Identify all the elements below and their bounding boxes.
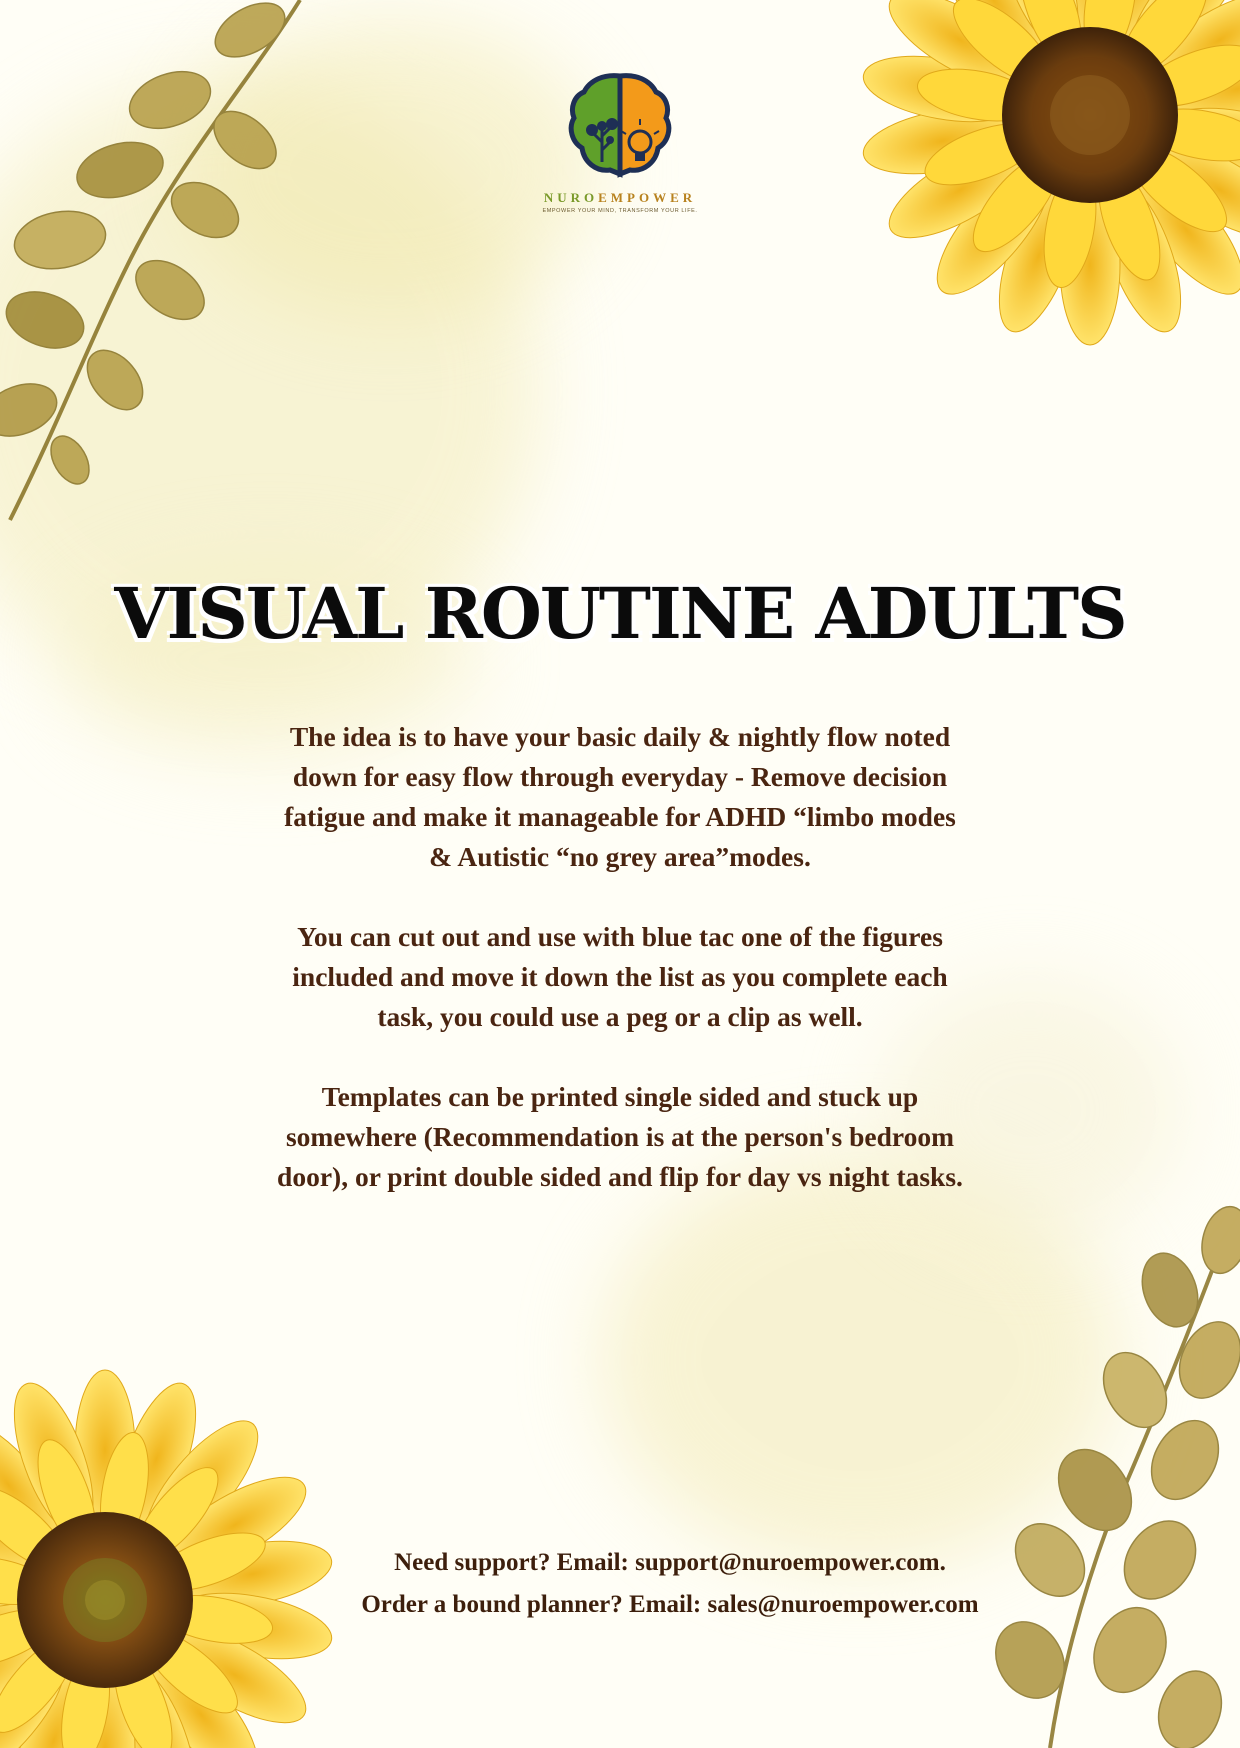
text-line: down for easy flow through everyday - Remove decision bbox=[292, 761, 948, 792]
text-line: door), or print double sided and flip for day vs night tasks. bbox=[277, 1161, 963, 1192]
text-line: The idea is to have your basic daily & nightly flow noted bbox=[289, 721, 951, 752]
support-email-line[interactable]: Need support? Email: support@nuroempower.com. bbox=[394, 1549, 946, 1576]
brand-name-part1: NURO bbox=[543, 190, 599, 205]
paragraph-printing bbox=[200, 1077, 1040, 1197]
page-title: VISUAL ROUTINE ADULTS bbox=[114, 572, 1126, 655]
brand-logo bbox=[540, 70, 700, 214]
text-line: You can cut out and use with blue tac one of the figures bbox=[297, 921, 943, 952]
brand-name-part2: EMPOWER bbox=[598, 190, 697, 205]
brain-tree-lightbulb-icon bbox=[564, 70, 676, 182]
text-line: & Autistic “no grey area”modes. bbox=[429, 841, 811, 872]
contact-info bbox=[290, 1542, 1050, 1626]
eucalyptus-branch-top-left bbox=[0, 0, 300, 520]
sunflower-bottom-left bbox=[0, 1370, 337, 1748]
text-line: Templates can be printed single sided and stuck up bbox=[321, 1081, 919, 1112]
text-line: somewhere (Recommendation is at the person's bedroom bbox=[285, 1121, 955, 1152]
eucalyptus-branch-bottom-right bbox=[982, 1201, 1240, 1748]
sunflower-top-right bbox=[858, 0, 1240, 345]
text-line: fatigue and make it manageable for ADHD “limbo modes bbox=[284, 801, 956, 832]
text-line: task, you could use a peg or a clip as well. bbox=[377, 1001, 863, 1032]
sales-email-line[interactable]: Order a bound planner? Email: sales@nuroempower.com bbox=[361, 1591, 979, 1618]
text-line: included and move it down the list as you complete each bbox=[292, 961, 948, 992]
brand-name bbox=[540, 190, 700, 206]
paragraph-usage bbox=[200, 917, 1040, 1037]
instructions-body bbox=[200, 717, 1040, 1197]
paragraph-intro bbox=[200, 717, 1040, 877]
brand-tagline: EMPOWER YOUR MIND, TRANSFORM YOUR LIFE. bbox=[542, 208, 698, 214]
